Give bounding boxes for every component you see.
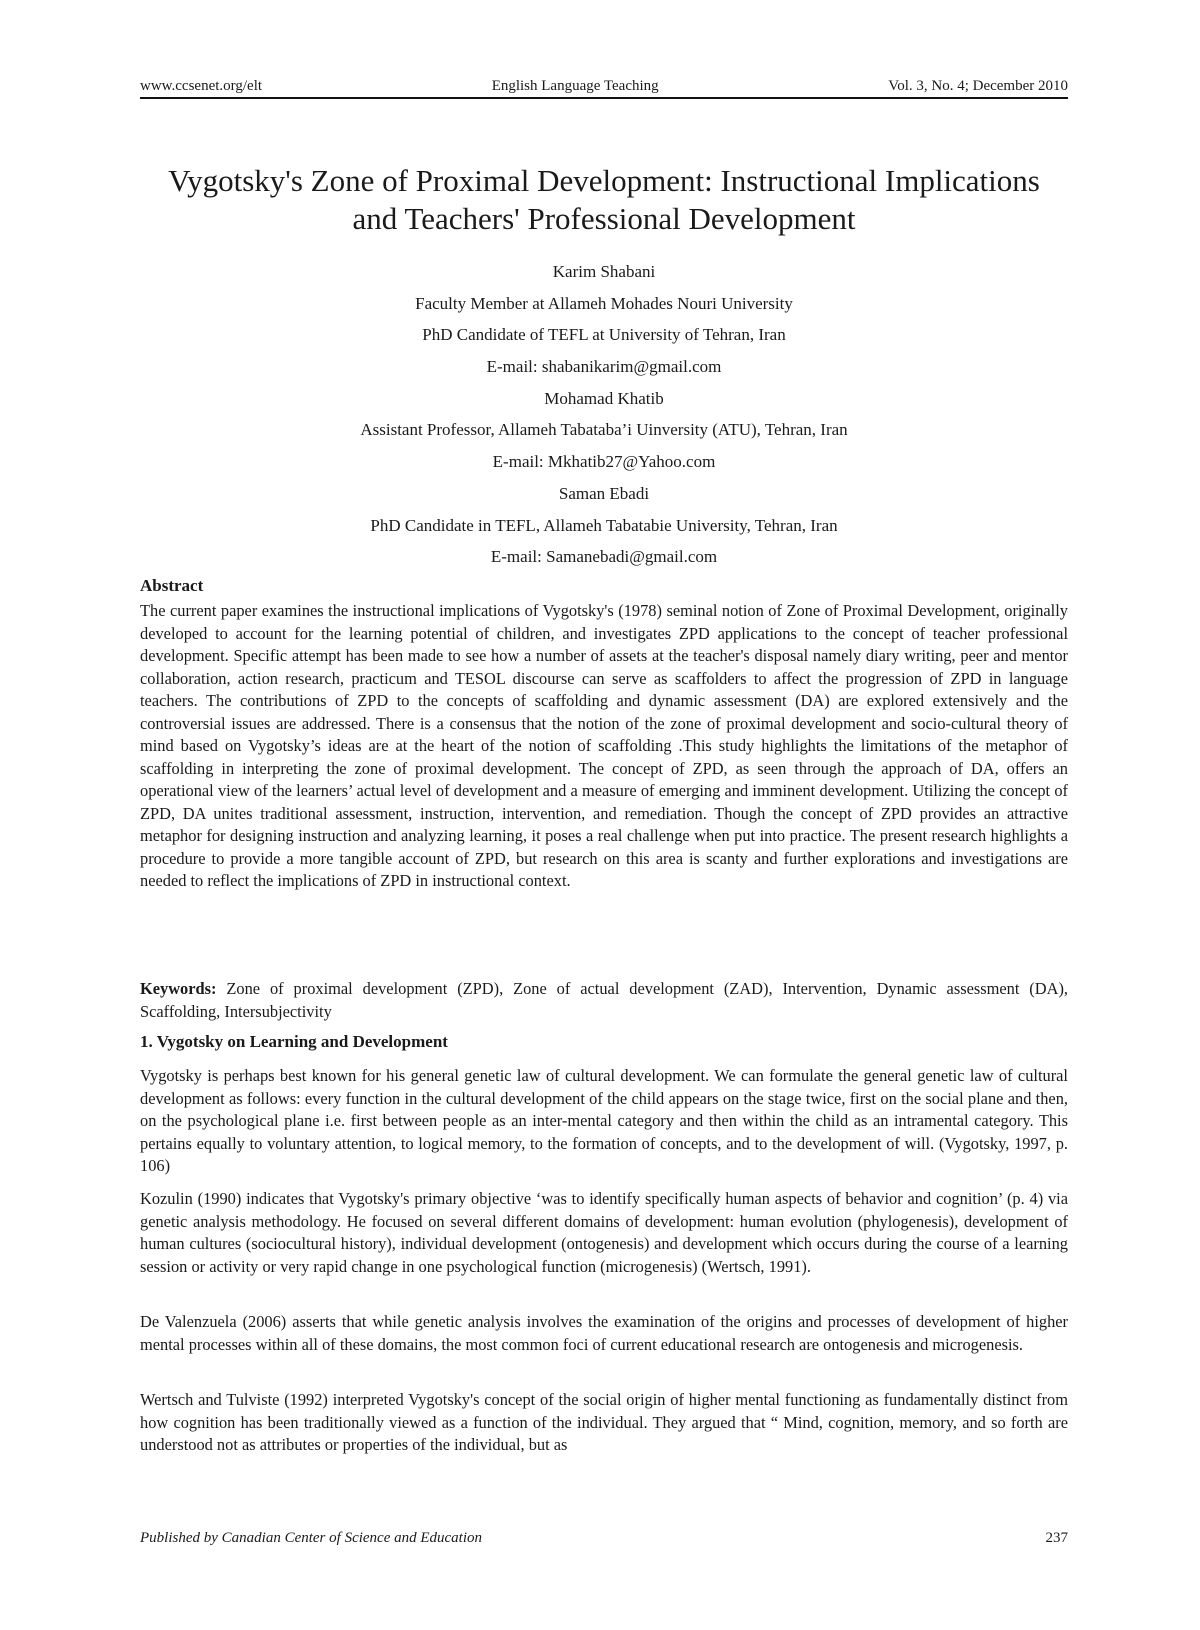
issue-info: Vol. 3, No. 4; December 2010 [888, 78, 1068, 94]
author-3-name: Saman Ebadi [558, 483, 650, 503]
author-3-email: E-mail: Samanebadi@gmail.com [490, 547, 718, 567]
author-block [140, 256, 1068, 573]
title-line-2: and Teachers' Professional Development [352, 201, 856, 236]
keywords-list: Zone of proximal development (ZPD), Zone of actual development (ZAD), Intervention, Dynamic assessment (DA), Scaffolding, Intersubjectivity [140, 979, 1068, 1021]
journal-name: English Language Teaching [491, 78, 659, 94]
author-1-affiliation-2: PhD Candidate of TEFL at University of Tehran, Iran [422, 325, 786, 345]
paragraph-text: De Valenzuela (2006) asserts that while genetic analysis involves the examination of the origins and processes of development of higher mental processes within all of these domains, the most common foci of current educational research are ontogenesis and microgenesis. [140, 1312, 1068, 1354]
body-paragraph-3 [140, 1311, 1068, 1356]
author-1-email: E-mail: shabanikarim@gmail.com [486, 357, 722, 377]
abstract-heading: Abstract [140, 576, 204, 595]
abstract-paragraph: The current paper examines the instructional implications of Vygotsky's (1978) seminal notion of Zone of Proximal Development, originally developed to account for the learning potential of children, and investigates ZPD applications to the concept of teacher professional development. Specific attempt has been made to see how a number of assets at the teacher's disposal namely diary writing, peer and mentor collaboration, action research, practicum and TESOL discourse can serve as scaffolders to affect the progression of ZPD in language teachers. The contributions of ZPD to the concepts of scaffolding and dynamic assessment (DA) are explored extensively and the controversial issues are addressed. There is a consensus that the notion of the zone of proximal development and socio-cultural theory of mind based on Vygotsky’s ideas are at the heart of the notion of scaffolding .This study highlights the limitations of the metaphor of scaffolding in interpreting the zone of proximal development. The concept of ZPD, as seen through the approach of DA, offers an operational view of the learners’ actual level of development and a measure of emerging and imminent development. Utilizing the concept of ZPD, DA unites traditional assessment, instruction, intervention, and remediation. Though the concept of ZPD provides an attractive metaphor for designing instruction and analyzing learning, it poses a real challenge when put into practice. The present research highlights a procedure to provide a more tangible account of ZPD, but research on this area is scanty and further explorations and investigations are needed to reflect the implications of ZPD in instructional context. [140, 601, 1068, 890]
paper-title [140, 162, 1068, 238]
keywords-label: Keywords: [140, 979, 217, 998]
author-2-email: E-mail: Mkhatib27@Yahoo.com [492, 452, 716, 472]
title-line-1: Vygotsky's Zone of Proximal Development: Instructional Implications [168, 163, 1040, 198]
section-1-heading: 1. Vygotsky on Learning and Development [140, 1032, 448, 1051]
page-number: 237 [1045, 1530, 1068, 1546]
keywords [140, 978, 1068, 1023]
body-paragraph-1 [140, 1065, 1068, 1178]
page-footer [140, 1530, 1068, 1547]
publisher-line: Published by Canadian Center of Science and Education [140, 1530, 483, 1546]
paragraph-text: Vygotsky is perhaps best known for his general genetic law of cultural development. We can formulate the general genetic law of cultural development as follows: every function in the cultural development of the child appears on the stage twice, first on the social plane and then, on the psychological plane i.e. first between people as an inter-mental category and then within the child as an intramental category. This pertains equally to voluntary attention, to logical memory, to the formation of concepts, and to the development of will. (Vygotsky, 1997, p. 106) [140, 1066, 1068, 1175]
running-header [140, 78, 1068, 99]
author-2-affiliation: Assistant Professor, Allameh Tabataba’i Uinversity (ATU), Tehran, Iran [360, 420, 848, 440]
journal-url: www.ccsenet.org/elt [140, 78, 263, 94]
body-paragraph-2 [140, 1188, 1068, 1278]
paragraph-text: Kozulin (1990) indicates that Vygotsky's primary objective ‘was to identify specifically human aspects of behavior and cognition’ (p. 4) via genetic analysis methodology. He focused on several different domains of development: human evolution (phylogenesis), development of human cultures (sociocultural history), individual development (ontogenesis) and development which occurs during the course of a learning session or activity or very rapid change in one psychological function (microgenesis) (Wertsch, 1991). [140, 1189, 1068, 1276]
author-1-name: Karim Shabani [552, 262, 656, 281]
author-3-affiliation: PhD Candidate in TEFL, Allameh Tabatabie University, Tehran, Iran [370, 515, 838, 535]
paragraph-text: Wertsch and Tulviste (1992) interpreted Vygotsky's concept of the social origin of higher mental functioning as fundamentally distinct from how cognition has been traditionally viewed as a function of the individual. They argued that “ Mind, cognition, memory, and so forth are understood not as attributes or properties of the individual, but as [140, 1390, 1068, 1454]
body-paragraph-4 [140, 1389, 1068, 1457]
author-1-affiliation: Faculty Member at Allameh Mohades Nouri University [415, 293, 793, 313]
author-2-name: Mohamad Khatib [544, 388, 664, 408]
abstract-text [140, 600, 1068, 893]
